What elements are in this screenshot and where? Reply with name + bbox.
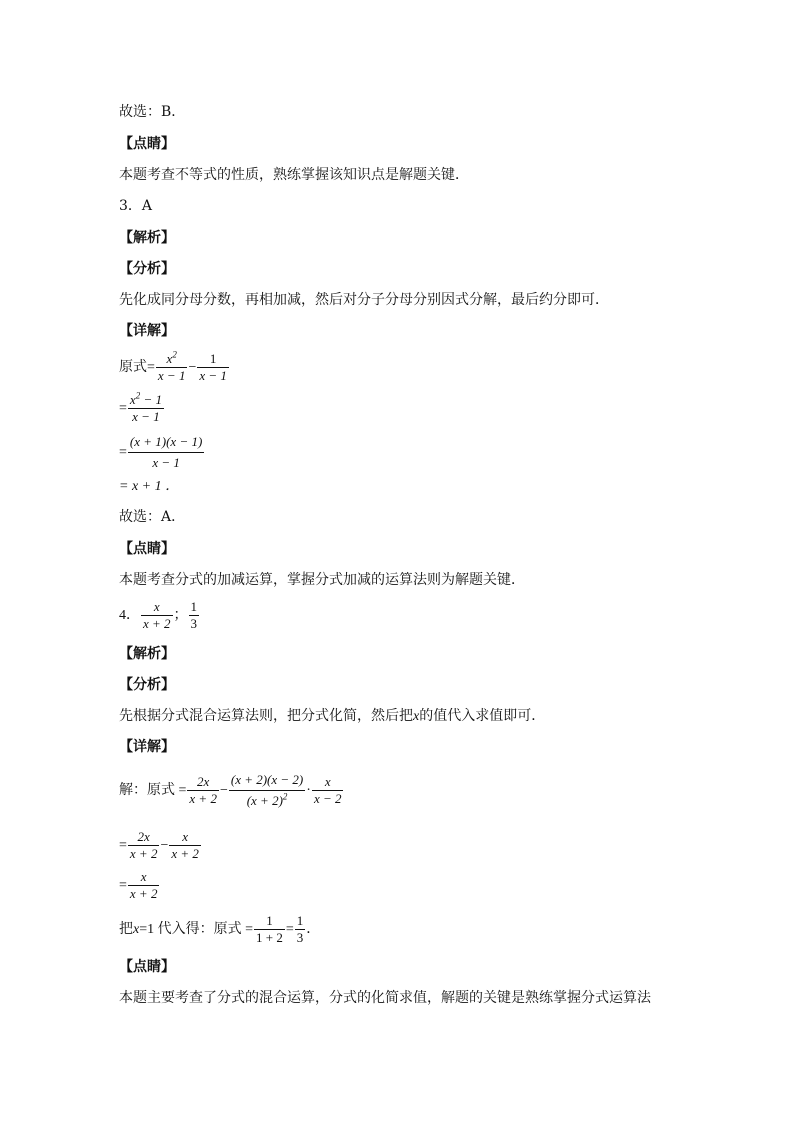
denominator: (x + 2) (246, 793, 283, 808)
fraction (128, 829, 160, 862)
fraction (128, 392, 164, 425)
variable-x: x (413, 709, 420, 724)
solution-result: = x + 1 ． (119, 479, 180, 494)
fraction (187, 774, 219, 807)
solution-step-1 (119, 770, 344, 811)
period: ． (306, 921, 321, 937)
step-prefix: 原式= (119, 359, 155, 375)
numerator: 1 (197, 351, 229, 368)
answer-line-b: 故选：B． (119, 104, 186, 120)
step-text: 把 (119, 921, 133, 937)
numerator: (x + 2)(x − 2) (229, 770, 305, 791)
answer-line-a: 故选：A． (119, 509, 186, 525)
numerator: x (169, 829, 201, 846)
comment-text: 本题考查分式的加减运算，掌握分式加减的运算法则为解题关键． (119, 572, 525, 588)
denominator: x − 1 (132, 409, 160, 424)
numerator: 1 (296, 913, 304, 928)
step-text: =1 代入得：原式 = (139, 921, 254, 937)
separator: ； (173, 607, 188, 623)
dot-operator: · (306, 782, 311, 798)
fraction (128, 432, 204, 473)
numerator: x (141, 599, 173, 616)
analysis-text-part: 的值代入求值即可． (419, 708, 546, 724)
analysis-text-part: 先根据分式混合运算法则，把分式化简，然后把 (119, 708, 413, 724)
fraction (156, 351, 188, 384)
denominator: x + 2 (143, 616, 171, 631)
heading-dianjing: 【点睛】 (119, 959, 175, 975)
analysis-text: 先化成同分母分数，再相加减，然后对分子分母分别因式分解，最后约分即可． (119, 292, 609, 308)
numerator: (x + 1)(x − 1) (128, 432, 204, 453)
variable-x: x (133, 921, 140, 937)
heading-fenxi: 【分析】 (119, 261, 175, 277)
analysis-text (119, 707, 545, 726)
solution-step-2 (119, 829, 202, 862)
denominator: x + 2 (171, 846, 199, 861)
comment-text: 本题主要考查了分式的混合运算，分式的化简求值，解题的关键是熟练掌握分式运算法 (119, 990, 651, 1006)
exponent: 2 (282, 791, 288, 802)
heading-jiexi: 【解析】 (119, 646, 175, 662)
denominator: 1 + 2 (256, 930, 283, 945)
step-prefix: = (119, 444, 127, 460)
exponent: 2 (172, 349, 177, 360)
solution-step-1 (119, 351, 230, 384)
heading-dianjing: 【点睛】 (119, 136, 175, 152)
step-prefix: = (119, 837, 127, 853)
substitution-step (119, 913, 320, 946)
fraction (128, 869, 160, 902)
exponent: 2 (135, 390, 141, 401)
fraction (312, 774, 344, 807)
numerator: 2x (128, 829, 160, 846)
numerator: 1 (190, 599, 198, 614)
denominator: x − 2 (313, 791, 342, 806)
heading-xiangjie: 【详解】 (119, 739, 175, 755)
denominator: 3 (190, 616, 198, 631)
step-prefix: = (119, 400, 127, 416)
step-prefix: 解：原式 = (119, 782, 187, 798)
step-prefix: = (119, 877, 127, 893)
heading-jiexi: 【解析】 (119, 230, 175, 246)
fraction (197, 351, 229, 384)
denominator: x + 2 (129, 846, 158, 861)
fraction (295, 913, 306, 946)
comment-text: 本题考查不等式的性质，熟练掌握该知识点是解题关键． (119, 167, 469, 183)
numerator: x (312, 774, 344, 791)
numerator: x (128, 869, 160, 886)
heading-dianjing: 【点睛】 (119, 541, 175, 557)
numerator: 2x (187, 774, 219, 791)
fraction (169, 829, 201, 862)
question-4-answer (119, 599, 200, 632)
numerator: x (129, 392, 136, 407)
fraction (254, 913, 285, 946)
heading-xiangjie: 【详解】 (119, 323, 175, 339)
minus-operator: − (188, 359, 197, 375)
fraction (189, 599, 200, 632)
denominator: x − 1 (199, 368, 227, 383)
minus-operator: − (160, 837, 169, 853)
equals-sign: = (285, 921, 294, 937)
question-3-answer: 3．A (119, 198, 153, 214)
denominator: x − 1 (157, 368, 186, 383)
minus-operator: − (219, 782, 228, 798)
fraction (229, 770, 305, 811)
denominator: 3 (296, 930, 304, 945)
heading-fenxi: 【分析】 (119, 677, 175, 693)
denominator: x − 1 (152, 455, 180, 470)
numerator-rest: − 1 (140, 392, 162, 407)
question-number: 4． (119, 607, 140, 623)
solution-step-3 (119, 432, 205, 473)
fraction (141, 599, 173, 632)
solution-step-3 (119, 869, 160, 902)
denominator: x + 2 (129, 886, 158, 901)
numerator: 1 (254, 913, 285, 930)
solution-step-2 (119, 392, 165, 425)
denominator: x + 2 (189, 791, 217, 806)
numerator: x (166, 351, 173, 366)
